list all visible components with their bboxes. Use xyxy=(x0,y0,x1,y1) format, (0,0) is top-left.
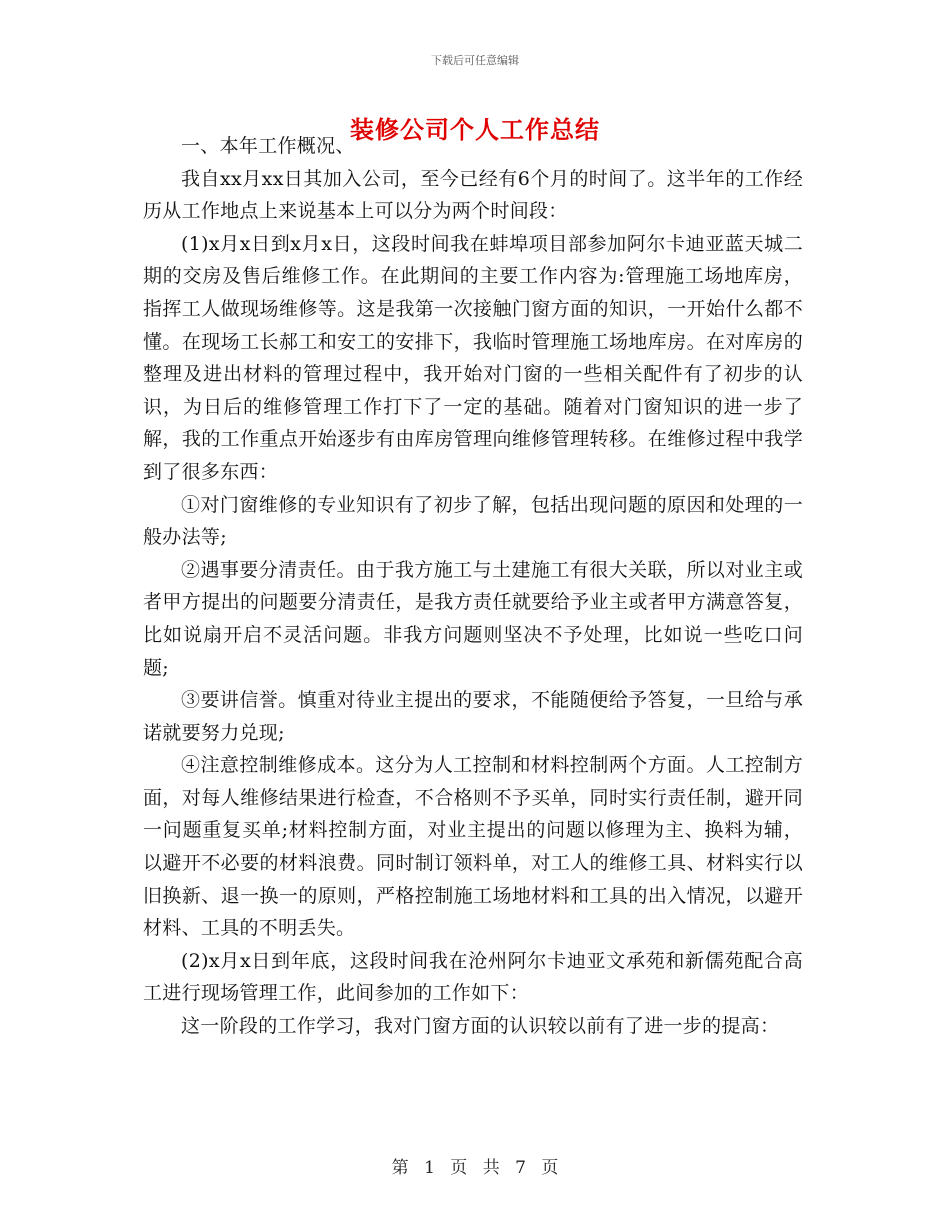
document-title: 装修公司个人工作总结 xyxy=(350,116,600,144)
paragraph: ①对门窗维修的专业知识有了初步了解，包括出现问题的原因和处理的一般办法等; xyxy=(143,493,803,549)
paragraph: ③要讲信誉。慎重对待业主提出的要求，不能随便给予答复，一旦给与承诺就要努力兑现; xyxy=(143,689,803,744)
paragraph: (2)x月x日到年底，这段时间我在沧州阿尔卡迪亚文承苑和新儒苑配合高工进行现场管理工作，此间参加的工作如下： xyxy=(143,949,803,1005)
paragraph: 我自xx月xx日其加入公司，至今已经有6个月的时间了。这半年的工作经历从工作地点上来说基本上可以分为两个时间段： xyxy=(143,167,803,223)
footer-label-page: 第 xyxy=(391,1158,409,1178)
footer-current-page: 1 xyxy=(424,1158,435,1178)
header-note: 下载后可任意编辑 xyxy=(431,54,519,67)
footer-label-ye2: 页 xyxy=(541,1158,559,1178)
paragraph: 这一阶段的工作学习，我对门窗方面的认识较以前有了进一步的提高： xyxy=(181,1015,780,1038)
page-footer xyxy=(0,1153,950,1178)
document-body xyxy=(143,130,803,1043)
paragraph: (1)x月x日到x月x日，这段时间我在蚌埠项目部参加阿尔卡迪亚蓝天城二期的交房及售后维修工作。在此期间的主要工作内容为:管理施工场地库房，指挥工人做现场维修等。这是我第一次接触门窗方面的知识，一开始什么都不懂。在现场工长郝工和安工的安排下，我临时管理施工场地库房。在对库房的整理及进出材料的管理过程中，我开始对门窗的一些相关配件有了初步的认识，为日后的维修管理工作打下了一定的基础。随着对门窗知识的进一步了解，我的工作重点开始逐步有由库房管理向维修管理转移。在维修过程中我学到了很多东西： xyxy=(143,232,803,483)
footer-label-total: 共 xyxy=(482,1158,500,1178)
paragraph: ②遇事要分清责任。由于我方施工与土建施工有很大关联，所以对业主或者甲方提出的问题要分清责任，是我方责任就要给予业主或者甲方满意答复，比如说扇开启不灵活问题。非我方问题则坚决不予处理，比如说一些吃口问题; xyxy=(143,558,803,679)
footer-label-ye: 页 xyxy=(450,1158,468,1178)
footer-total-pages: 7 xyxy=(515,1158,526,1178)
section-heading: 一、本年工作概况、 xyxy=(181,135,355,157)
paragraph: ④注意控制维修成本。这分为人工控制和材料控制两个方面。人工控制方面，对每人维修结果进行检查，不合格则不予买单，同时实行责任制，避开同一问题重复买单;材料控制方面，对业主提出的问题以修理为主、换料为辅，以避开不必要的材料浪费。同时制订领料单，对工人的维修工具、材料实行以旧换新、退一换一的原则，严格控制施工场地材料和工具的出入情况，以避开材料、工具的不明丢失。 xyxy=(143,754,803,940)
